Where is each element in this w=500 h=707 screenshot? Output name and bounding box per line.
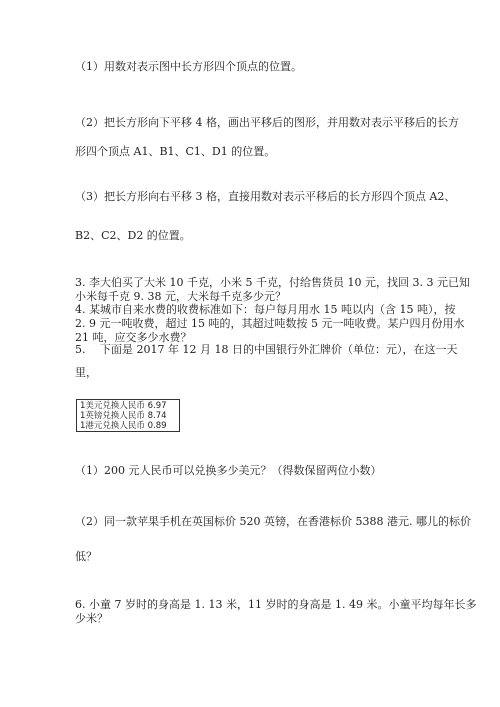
- question-5-part-2-line-2: 低？: [75, 550, 97, 563]
- question-2-part-2-line-1: （2）把长方形向下平移 4 格，画出平移后的图形，并用数对表示平移后的长方: [75, 116, 459, 129]
- question-4-line-1: 4. 某城市自来水费的收费标准如下：每户每月用水 15 吨以内（含 15 吨），按: [75, 303, 456, 316]
- question-5-part-2-line-1: （2）同一款苹果手机在英国标价 520 英镑，在香港标价 5388 港元. 哪儿的标价: [75, 515, 471, 528]
- question-3-line-1: 3. 李大伯买了大米 10 千克，小米 5 千克，付给售货员 10 元，找回 3. 3 元已知: [75, 276, 470, 289]
- question-6-line-1: 6. 小童 7 岁时的身高是 1. 13 米，11 岁时的身高是 1. 49 米。小童平均每年长多: [75, 598, 477, 611]
- question-3-line-2: 小米每千克 9. 38 元，大米每千克多少元？: [75, 290, 286, 303]
- question-5-line-2: 里，: [75, 366, 97, 379]
- question-5-line-1: 5. 下面是 2017 年 12 月 18 日的中国银行外汇牌价（单位：元），在这一天: [75, 343, 458, 356]
- gbp-rate-row: 1英镑兑换人民币 8.74: [80, 411, 167, 421]
- question-2-part-3-line-1: （3）把长方形向右平移 3 格，直接用数对表示平移后的长方形四个顶点 A2、: [75, 190, 456, 203]
- question-6-line-2: 少米？: [75, 612, 108, 625]
- exchange-rate-table: [76, 399, 180, 432]
- usd-rate-row: 1美元兑换人民币 6.97: [80, 401, 167, 411]
- question-4-line-3: 21 吨，应交多少水费？: [75, 331, 192, 344]
- question-2-part-3-line-2: B2、C2、D2 的位置。: [75, 229, 191, 242]
- question-2-part-1: （1）用数对表示图中长方形四个顶点的位置。: [75, 60, 302, 73]
- hkd-rate-row: 1港元兑换人民币 0.89: [80, 421, 167, 431]
- question-2-part-2-line-2: 形四个顶点 A1、B1、C1、D1 的位置。: [75, 145, 276, 158]
- question-4-line-2: 2. 9 元一吨收费，超过 15 吨的，其超过吨数按 5 元一吨收费。某户四月份用水: [75, 317, 465, 330]
- question-5-part-1: （1）200 元人民币可以兑换多少美元？（得数保留两位小数）: [75, 464, 382, 477]
